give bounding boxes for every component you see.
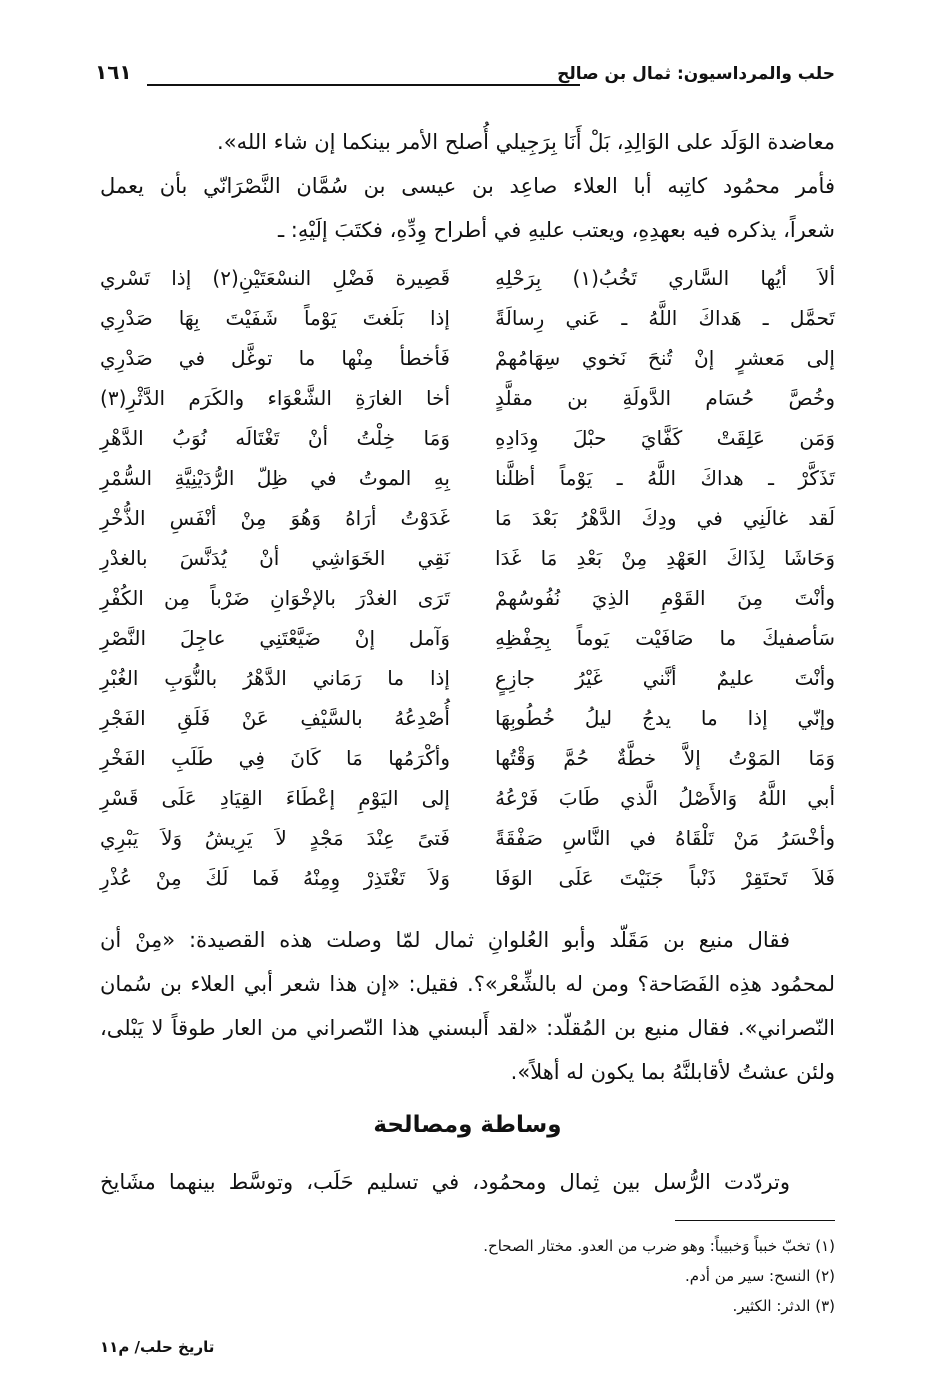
running-header <box>95 60 835 94</box>
poem-verse <box>100 778 835 818</box>
paragraph-line: فقال منيع بن مَقَلّد وأبو العُلوانِ ثمال لمّا وصلت هذه القصيدة: «مِنْ أن <box>100 928 790 952</box>
poem <box>100 258 835 898</box>
footnote: (٣) الدثر: الكثير. <box>732 1297 835 1315</box>
paragraph-line: لمحمُود هذِه الفَصَاحة؟ ومن له بالشِّعْر»؟. فقيل: «إن هذا شعر أبي العلاء بن سُمان <box>100 972 835 996</box>
first-hemistich: أبي اللَّهُ وَالأَصْلُ الَّذي طَابَ فَرْعُهُ <box>495 786 835 810</box>
footnote-rule <box>675 1220 835 1221</box>
poem-verse <box>100 298 835 338</box>
first-hemistich: وأنْتَ مِنَ القَوْمِ الذِيَ نُفُوسُهمْ <box>495 586 835 610</box>
poem-verse <box>100 498 835 538</box>
paragraph-line: النّصراني». فقال منيع بن المُقلّد: «لقد أَلبسني هذا النّصراني من العار طوقاً لا يَبْلى، <box>100 1016 835 1040</box>
first-hemistich: وَحَاشَا لِذَاكَ العَهْدِ مِنْ بَعْدِ مَا غَدَا <box>495 546 835 570</box>
poem-verse <box>100 818 835 858</box>
poem-verse <box>100 858 835 898</box>
poem-verse <box>100 698 835 738</box>
paragraph-line: ولئن عشتُ لأقابلنَّهُ بما يكون له أهلاً». <box>510 1060 835 1084</box>
second-hemistich: وَمَا خِلْتُ أنْ تَغْتَالَه نُوَبُ الدَّهْرِ <box>100 426 450 450</box>
second-hemistich: غَدَوْتُ أرَاهُ وَهُوَ مِنْ أنْفَسِ الذُّخْرِ <box>100 506 450 530</box>
poem-verse <box>100 618 835 658</box>
second-hemistich: وَآمل إنْ ضَيَّعْتَنِي عاجِلَ النَّصْرِ <box>100 626 450 650</box>
second-hemistich: فَأخطأ مِنْها ما توغَّل في صَدْرِي <box>100 346 450 370</box>
volume-signature: تاريخ حلب/ م١١ <box>100 1338 215 1356</box>
footnote: (١) تخبّ خبباً وَخبيباً: وهو ضرب من العدو. مختار الصحاح. <box>483 1237 835 1255</box>
first-hemistich: تَحمَّل ـ هَداكَ اللَّهُ ـ عَني رِسالَةً <box>495 306 835 330</box>
paragraph-line: شعراً، يذكره فيه بعهدِهِ، ويعتب عليهِ في أطراح وِدِّهِ، فكتَبَ إلَيْهِ: ـ <box>277 218 835 242</box>
poem-verse <box>100 738 835 778</box>
second-hemistich: إذا ما رَمَاني الدَّهْرُ بالنُّوَبِ الغُبْرِ <box>100 666 450 690</box>
first-hemistich: سَأصفيكَ ما صَافَيْت يَوماً بِحِفْظِهِ <box>495 626 835 650</box>
poem-verse <box>100 458 835 498</box>
first-hemistich: فَلاَ تَحتَقِرْ ذَنْباً جَنَيْتَ عَلَى الوَفَا <box>495 866 835 890</box>
second-hemistich: أُصْدِعُهُ بالسَّيْفِ عَنْ فَلَقِ الفَجْرِ <box>100 706 450 730</box>
second-hemistich: نَقِي الخَوَاشِي أنْ يُدَنَّسَ بالغدْرِ <box>100 546 450 570</box>
footnote: (٢) النسح: سير من أدم. <box>685 1267 835 1285</box>
paragraph-line: وتردّدت الرُّسل بين ثِمال ومحمُود، في تسليم حَلَب، وتوسَّط بينهما مشَايخ <box>100 1170 790 1194</box>
second-hemistich: بِهِ الموتُ في ظِلّ الرُّدَيْنِيَّةِ السُّمْرِ <box>100 466 450 490</box>
second-hemistich: قَصِيرة فَضْلِ النسْعَتَيْنِ(٢) إذا تَسْري <box>100 266 450 290</box>
first-hemistich: وخُصَّ حُسَام الدَّولَةِ بن مقلَّدٍ <box>495 386 835 410</box>
section-heading: وساطة ومصالحة <box>373 1112 562 1138</box>
first-hemistich: وَمَا المَوْتُ إلاَّ خطَّةٌ حُمَّ وَقْتُها <box>495 746 835 770</box>
first-hemistich: وأخْسَرُ مَنْ تَلْقَاهُ في النَّاسِ صَفْقَةً <box>495 826 835 850</box>
poem-verse <box>100 338 835 378</box>
second-hemistich: فَتىً عِنْدَ مَجْدٍ لاَ يَرِيشُ وَلاَ يَبْرِي <box>100 826 450 850</box>
page-number: ١٦١ <box>95 60 132 84</box>
poem-verse <box>100 578 835 618</box>
poem-verse <box>100 258 835 298</box>
second-hemistich: وأكْرَمُها مَا كَانَ فِي طَلَبِ الفَخْرِ <box>100 746 450 770</box>
first-hemistich: وأنْتَ عليمٌ أنَّني غَيْرُ جازِعٍ <box>495 666 835 690</box>
paragraph-line: معاضدة الوَلَد على الوَالِدِ، بَلْ أَنَا بِرَجِيلي أُصلح الأمر بينكما إن شاء الله». <box>217 130 835 154</box>
first-hemistich: لَقد غالَنِي في ودِكَ الدَّهْرُ بَعْدَ مَا <box>495 506 835 530</box>
first-hemistich: ألاَ أيُها السَّاري تَخُبُ(١) بِرَحْلِهِ <box>495 266 835 290</box>
header-rule <box>147 84 580 86</box>
first-hemistich: وإنّي إذا ما يدجُ ليلُ خُطُوبِهَا <box>495 706 835 730</box>
second-hemistich: إلى اليَوْمِ إعْطَاءَ القِيَادِ عَلَى قَسْرِ <box>100 786 450 810</box>
second-hemistich: تَرَى الغدْرَ بالإخْوَانِ ضَرْباً مِن الكُفْرِ <box>100 586 450 610</box>
poem-verse <box>100 538 835 578</box>
poem-verse <box>100 418 835 458</box>
first-hemistich: إلى مَعشرٍ إنْ تُنحَ نَخوي سِهَامُهمْ <box>495 346 835 370</box>
second-hemistich: إذا بَلَغتَ يَوْماً شَفَيْتَ بِهَا صَدْرِي <box>100 306 450 330</box>
paragraph-line: فأمر محمُود كاتِبه أبا العلاء صاعِد بن عيسى بن سُمَّان النَّصْرَانّي بأن يعمل <box>100 174 835 198</box>
first-hemistich: وَمَن عَلِقَتْ كَفَّايَ حبْلَ وِدَادِهِ <box>495 426 835 450</box>
first-hemistich: تَذَكَّرْ ـ هداكَ اللَّهُ ـ يَوْماً أظلَّنا <box>495 466 835 490</box>
second-hemistich: وَلاَ تَغْتَذِرْ وِمِنْهُ فَما لَكَ مِنْ عُذْرِ <box>100 866 450 890</box>
second-hemistich: أخا الغارَةِ الشَّعْوَاء والكَرَم الدَّثْرِ(٣) <box>100 386 450 410</box>
header-title: حلب والمرداسيون: ثمال بن صالح <box>557 64 835 84</box>
poem-verse <box>100 658 835 698</box>
poem-verse <box>100 378 835 418</box>
